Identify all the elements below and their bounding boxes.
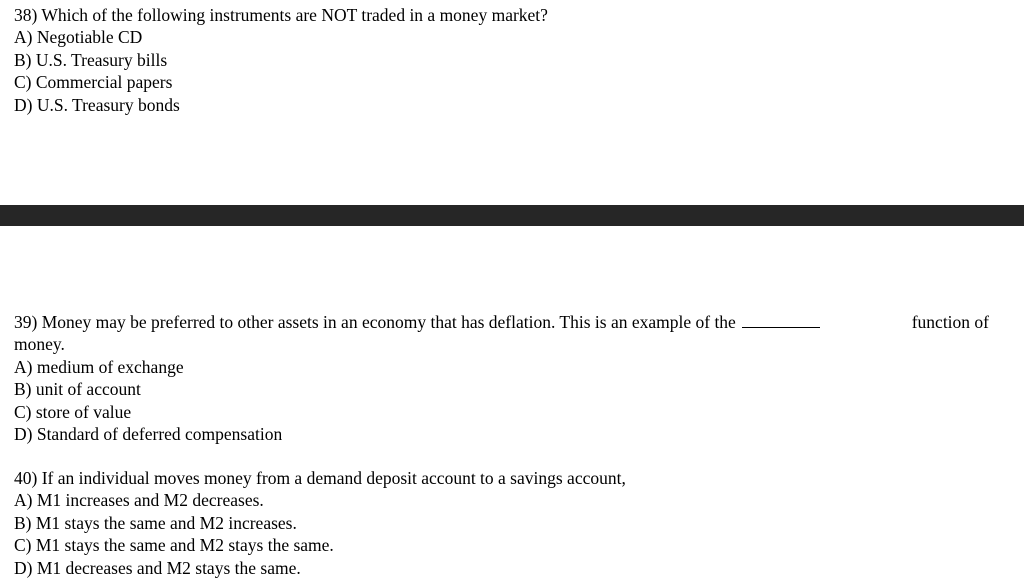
question-39-option-a: A) medium of exchange [14,356,184,377]
question-39-option-b: B) unit of account [14,379,141,400]
question-38-option-d: D) U.S. Treasury bonds [14,94,180,115]
question-38-stem: 38) Which of the following instruments are NOT traded in a money market? [14,5,548,25]
question-39-option-d: D) Standard of deferred compensation [14,424,283,445]
question-38-option-c: C) Commercial papers [14,72,173,93]
dark-divider-bar [0,205,1024,226]
question-40-option-d: D) M1 decreases and M2 stays the same. [14,557,301,578]
question-40-option-b: B) M1 stays the same and M2 increases. [14,512,297,533]
question-39-stem [14,311,989,333]
question-40-stem: 40) If an individual moves money from a demand deposit account to a savings account, [14,468,626,488]
question-40 [14,467,626,579]
question-38-option-a: A) Negotiable CD [14,27,143,48]
question-40-option-a: A) M1 increases and M2 decreases. [14,490,264,511]
question-39 [14,311,989,445]
question-38-option-b: B) U.S. Treasury bills [14,49,168,70]
question-39-option-c: C) store of value [14,401,132,422]
question-40-option-c: C) M1 stays the same and M2 stays the same. [14,535,334,556]
question-38 [14,4,548,116]
question-39-stem-after-blank: function of [911,312,989,332]
question-39-stem-before-blank: 39) Money may be preferred to other assets in an economy that has deflation. This is an example of the [14,312,736,332]
question-39-stem-continued: money. [14,334,65,355]
fill-in-blank-line [742,311,820,328]
